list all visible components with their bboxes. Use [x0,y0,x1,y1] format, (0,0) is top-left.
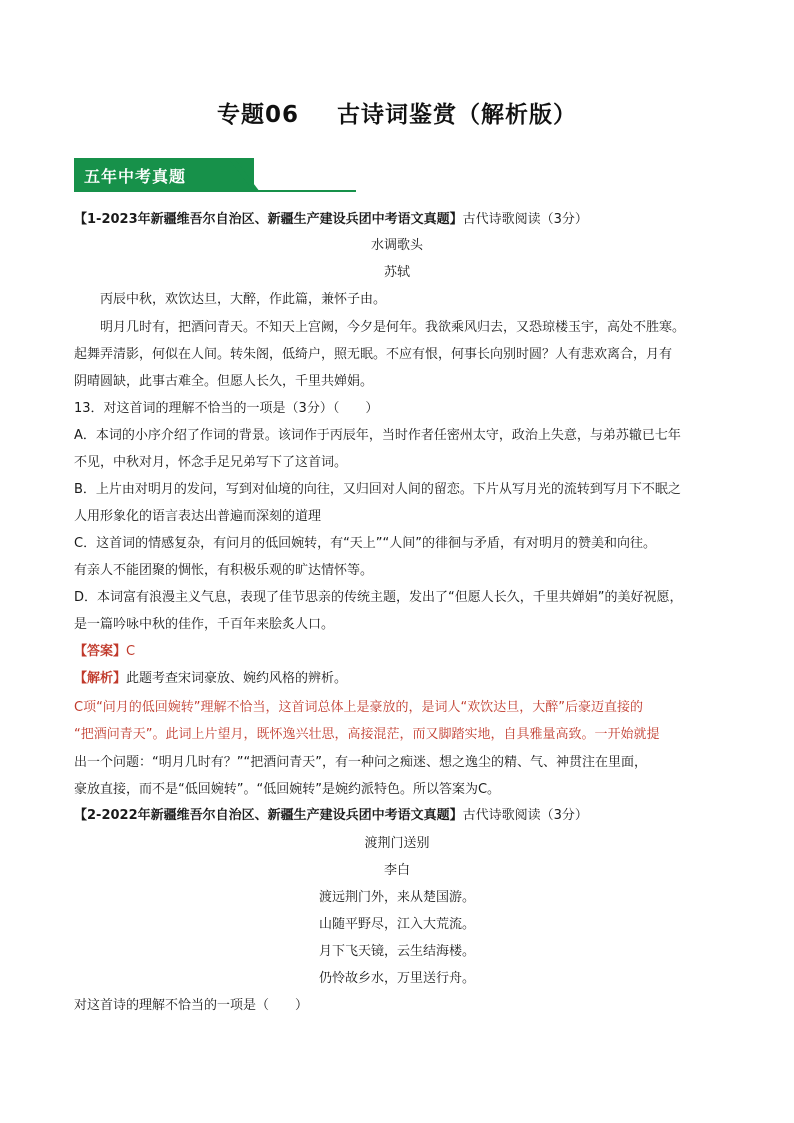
q2-poem-title: 渡荆门送别 [364,836,430,851]
q1-poem-line: 起舞弄清影，何似在人间。转朱阁，低绮户，照无眠。不应有恨，何事长向别时圆？人有悲欢离合，月有 [74,347,673,362]
analysis-intro: 此题考查宋词豪放、婉约风格的辨析。 [126,671,348,686]
q1-poem-line: 阴晴圆缺，此事古难全。但愿人长久，千里共婵娟。 [74,374,374,389]
banner-stripes-icon [200,158,262,192]
q1-header-type: 古代诗歌阅读（3分） [462,212,588,227]
q2-poem-line: 月下飞天镜，云生结海楼。 [318,944,475,959]
title-part2: 古诗词鉴赏（解析版） [337,102,577,128]
q1-option-b: B．上片由对明月的发问，写到对仙境的向往，又归回对人间的留恋。下片从写月光的流转到写月下不眠之 [74,482,681,497]
q2-header-source: 【2-2022年新疆维吾尔自治区、新疆生产建设兵团中考语文真题】 [74,808,463,823]
answer-label: 【答案】 [74,644,127,659]
q1-analysis-line: 豪放直接，而不是“低回婉转”。“低回婉转”是婉约派特色。所以答案为C。 [74,782,501,797]
page-title [0,96,794,129]
q2-header-type: 古代诗歌阅读（3分） [462,808,588,823]
title-part1: 专题06 [216,102,299,128]
q2-question: 对这首诗的理解不恰当的一项是（ ） [74,998,309,1013]
q2-poem-line: 仍怜故乡水，万里送行舟。 [318,971,475,986]
q1-answer [74,642,734,662]
q1-option-a-cont: 不见，中秋对月，怀念手足兄弟写下了这首词。 [74,455,348,470]
q2-header [74,806,734,826]
q1-preface: 丙辰中秋，欢饮达旦，大醉，作此篇，兼怀子由。 [100,292,387,307]
q1-poem-line: 明月几时有，把酒问青天。不知天上宫阙，今夕是何年。我欲乘风归去，又恐琼楼玉宇，高处不胜寒。 [100,320,686,335]
q1-option-c: C．这首词的情感复杂，有问月的低回婉转，有“天上”“人间”的徘徊与矛盾，有对明月的赞美和向往。 [74,536,657,551]
q2-poem-line: 山随平野尽，江入大荒流。 [318,917,475,932]
q1-analysis-line: C项“问月的低回婉转”理解不恰当，这首词总体上是豪放的，是词人“欢饮达旦，大醉”后豪迈直接的 [74,700,644,715]
q1-option-a: A．本词的小序介绍了作词的背景。该词作于丙辰年，当时作者任密州太守，政治上失意，与弟苏辙已七年 [74,428,681,443]
q1-option-d-cont: 是一篇吟咏中秋的佳作，千百年来脍炙人口。 [74,617,335,632]
q1-poem-title: 水调歌头 [370,238,423,253]
q1-analysis-line: “把酒问青天”。此词上片望月，既怀逸兴壮思，高接混茫，而又脚踏实地，自具雅量高致。一开始就提 [74,727,660,742]
analysis-label: 【解析】 [74,671,127,686]
banner-rule [74,190,356,192]
q1-option-b-cont: 人用形象化的语言表达出普遍而深刻的道理 [74,509,322,524]
q1-question: 13．对这首词的理解不恰当的一项是（3分）（ ） [74,401,379,416]
q1-analysis-line: 出一个问题：“明月几时有？”“把酒问青天”，有一种问之痴迷、想之逸尘的精、气、神贯注在里面， [74,755,647,770]
q2-author: 李白 [383,863,410,878]
section-banner-label: 五年中考真题 [84,167,187,186]
q1-header [74,210,734,230]
q1-option-c-cont: 有亲人不能团聚的惆怅，有积极乐观的旷达情怀等。 [74,563,374,578]
q2-poem-line: 渡远荆门外，来从楚国游。 [318,890,475,905]
q1-author: 苏轼 [383,265,410,280]
answer-value: C [126,644,136,659]
q1-analysis [74,669,734,689]
q1-header-source: 【1-2023年新疆维吾尔自治区、新疆生产建设兵团中考语文真题】 [74,212,463,227]
q1-option-d: D．本词富有浪漫主义气息，表现了佳节思亲的传统主题，发出了“但愿人长久，千里共婵娟”的美好祝愿， [74,590,683,605]
